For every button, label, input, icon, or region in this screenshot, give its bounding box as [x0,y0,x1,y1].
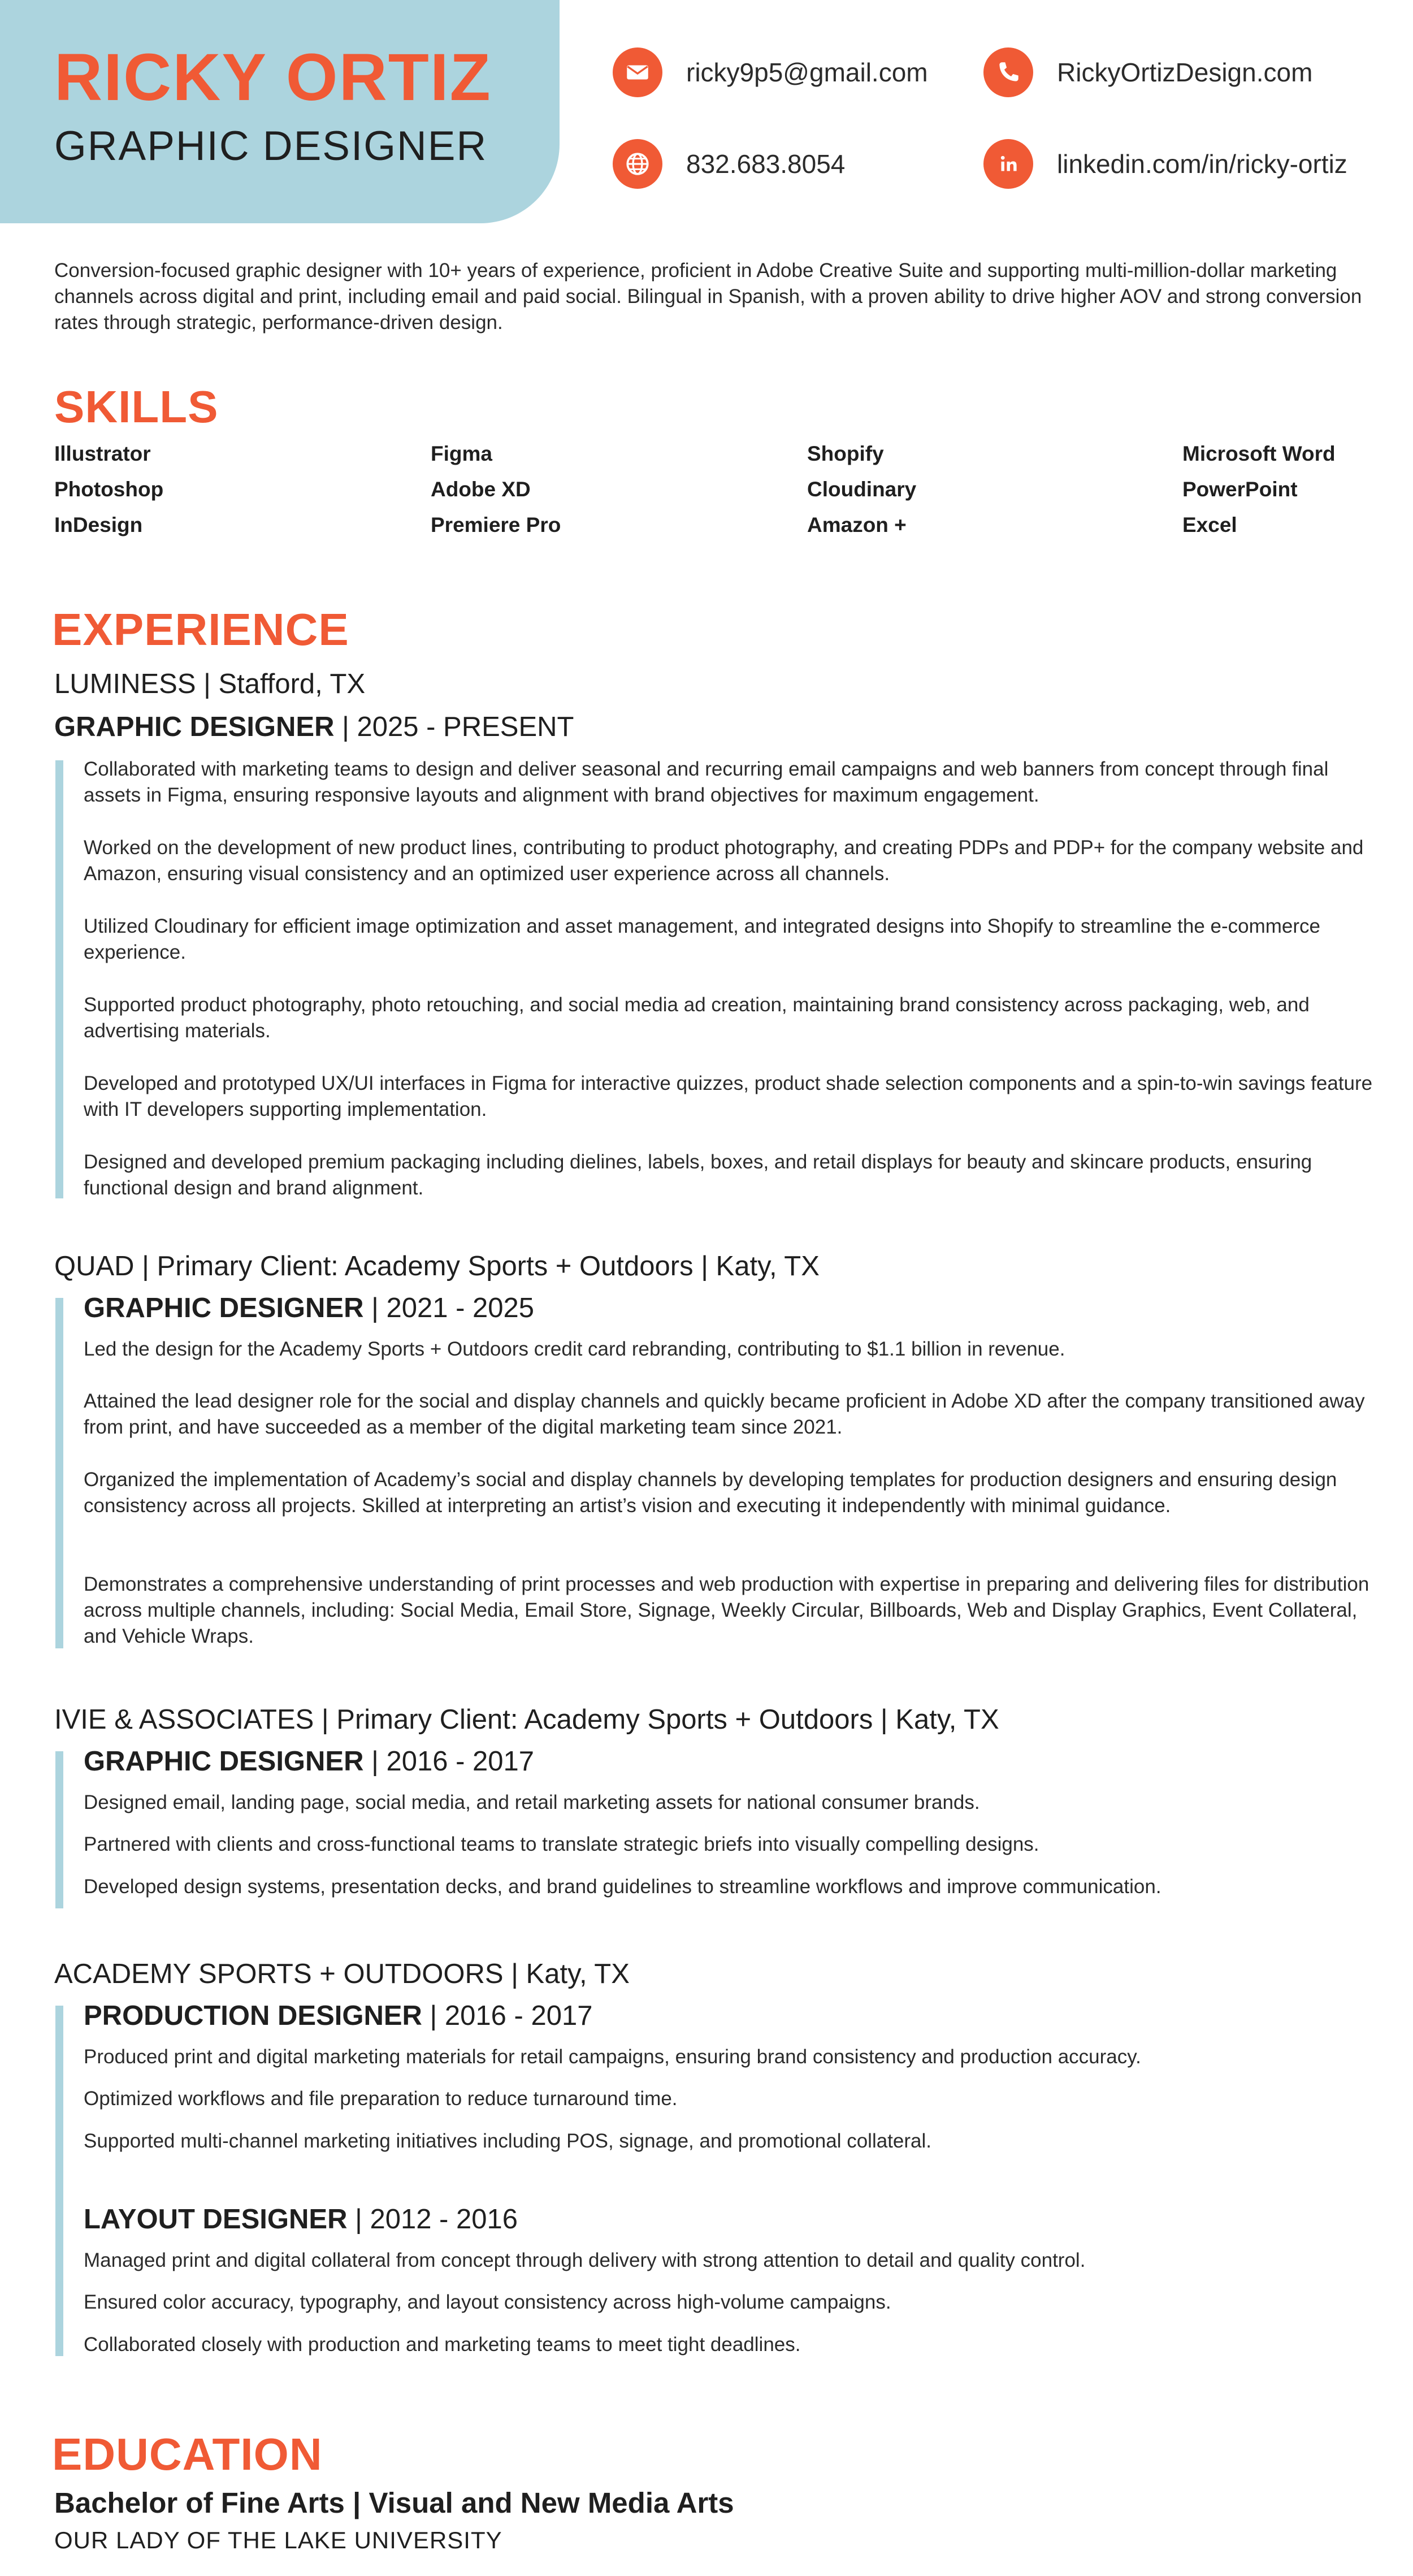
role-dates: | 2025 - PRESENT [334,712,574,742]
skill-item: Microsoft Word [1182,442,1336,465]
job-role [84,1746,534,1777]
skill-item: Figma [431,442,492,465]
email-icon [613,47,662,97]
company-name: ACADEMY SPORTS + OUTDOORS | Katy, TX [54,1959,630,1989]
role-dates: | 2016 - 2017 [422,2001,593,2031]
section-accent-bar [55,2006,63,2356]
phone-icon [983,47,1033,97]
role-dates: | 2021 - 2025 [363,1293,535,1323]
role-title: PRODUCTION DESIGNER [84,2001,422,2031]
job-role [84,1292,534,1324]
skill-item: Cloudinary [807,478,917,501]
role-title: LAYOUT DESIGNER [84,2204,348,2235]
summary-paragraph: Conversion-focused graphic designer with 10+ years of experience, proficient in Adobe Creative Suite and supporting multi-million-dollar marketing channels across digital and print, including email and paid social. Bilingual in Spanish, with a proven ability to drive higher AOV and strong conversion rates through strategic, performance-driven design. [54,259,1362,334]
section-accent-bar [55,1298,63,1648]
job-bullet: Optimized workflows and file preparation to reduce turnaround time. [84,2088,678,2110]
skill-item: Adobe XD [431,478,531,501]
skill-item: PowerPoint [1182,478,1298,501]
role-title: GRAPHIC DESIGNER [84,1746,364,1777]
role-dates: | 2016 - 2017 [363,1746,535,1777]
section-accent-bar [55,760,63,1198]
job-bullet: Produced print and digital marketing materials for retail campaigns, ensuring brand consistency and production accuracy. [84,2046,1141,2068]
education-school: OUR LADY OF THE LAKE UNIVERSITY [54,2527,502,2553]
skill-item: Premiere Pro [431,513,561,536]
role-dates: | 2012 - 2016 [347,2204,518,2235]
skill-item: Amazon + [807,513,907,536]
job-bullet: Collaborated closely with production and marketing teams to meet tight deadlines. [84,2333,801,2356]
job-bullet: Utilized Cloudinary for efficient image optimization and asset management, and integrated designs into Shopify to streamline the e-commerce experience. [84,915,1321,963]
company-name: QUAD | Primary Client: Academy Sports + Outdoors | Katy, TX [54,1251,820,1281]
linkedin-text[interactable]: linkedin.com/in/ricky-ortiz [1057,149,1347,179]
skill-item: InDesign [54,513,143,536]
job-bullet: Designed and developed premium packaging including dielines, labels, boxes, and retail displays for beauty and skincare products, ensuring functional design and brand alignment. [84,1151,1312,1199]
skills-heading: SKILLS [54,382,219,432]
skill-item: Illustrator [54,442,151,465]
education-heading: EDUCATION [52,2429,323,2479]
job-role [84,2203,518,2235]
job-role [54,711,574,743]
education-degree: Bachelor of Fine Arts | Visual and New Media Arts [54,2487,734,2519]
contact-linkedin[interactable] [983,139,1347,189]
contact-phone[interactable] [613,139,845,189]
company-name: LUMINESS | Stafford, TX [54,669,366,699]
skill-item: Photoshop [54,478,164,501]
job-role [84,2000,592,2032]
website-text[interactable]: RickyOrtizDesign.com [1057,58,1313,87]
candidate-name: RICKY ORTIZ [54,40,492,115]
globe-icon [613,139,662,189]
job-bullet: Designed email, landing page, social media, and retail marketing assets for national consumer brands. [84,1791,980,1813]
job-bullet: Ensured color accuracy, typography, and layout consistency across high-volume campaigns. [84,2291,891,2313]
job-bullet: Organized the implementation of Academy’s social and display channels by developing templates for production designers and ensuring design consistency across all projects. Skilled at interpreting an artist’s vision and executing it independently with minimal guidance. [84,1469,1337,1517]
contact-email[interactable] [613,47,928,97]
job-bullet: Partnered with clients and cross-functional teams to translate strategic briefs into visually compelling designs. [84,1833,1039,1855]
linkedin-icon [983,139,1033,189]
skill-item: Shopify [807,442,884,465]
role-title: GRAPHIC DESIGNER [54,712,335,742]
job-bullet: Supported multi-channel marketing initiatives including POS, signage, and promotional collateral. [84,2130,931,2152]
candidate-title: GRAPHIC DESIGNER [54,123,488,169]
header-panel [0,0,560,223]
job-bullet: Attained the lead designer role for the social and display channels and quickly became proficient in Adobe XD after the company transitioned away from print, and have succeeded as a member of the digital marketing team since 2021. [84,1390,1365,1438]
job-bullet: Managed print and digital collateral from concept through delivery with strong attention to detail and quality control. [84,2249,1086,2271]
contact-website[interactable] [983,47,1312,97]
email-text[interactable]: ricky9p5@gmail.com [686,58,928,87]
role-title: GRAPHIC DESIGNER [84,1293,364,1323]
job-bullet: Developed design systems, presentation decks, and brand guidelines to streamline workflows and improve communication. [84,1876,1161,1898]
job-bullet: Worked on the development of new product lines, contributing to product photography, and creating PDPs and PDP+ for the company website and Amazon, ensuring visual consistency and an optimized user experience across all channels. [84,837,1364,885]
company-name: IVIE & ASSOCIATES | Primary Client: Academy Sports + Outdoors | Katy, TX [54,1704,999,1735]
job-bullet: Collaborated with marketing teams to design and deliver seasonal and recurring email campaigns and web banners from concept through final assets in Figma, ensuring responsive layouts and alignment with brand objectives for maximum engagement. [84,758,1329,806]
skill-item: Excel [1182,513,1237,536]
job-bullet: Developed and prototyped UX/UI interfaces in Figma for interactive quizzes, product shade selection components and a spin-to-win savings feature with IT developers supporting implementation. [84,1072,1373,1120]
job-bullet: Led the design for the Academy Sports + Outdoors credit card rebranding, contributing to $1.1 billion in revenue. [84,1338,1065,1360]
experience-heading: EXPERIENCE [52,604,349,655]
job-bullet: Demonstrates a comprehensive understanding of print processes and web production with expertise in preparing and delivering files for distribution across multiple channels, including: Social Media, Email Store, Signage, Weekly Circular, Billboards, Web and Display Graphics, Event Collateral, and Vehicle Wraps. [84,1573,1369,1647]
phone-text[interactable]: 832.683.8054 [686,149,846,179]
section-accent-bar [55,1751,63,1908]
job-bullet: Supported product photography, photo retouching, and social media ad creation, maintaining brand consistency across packaging, web, and advertising materials. [84,994,1310,1042]
